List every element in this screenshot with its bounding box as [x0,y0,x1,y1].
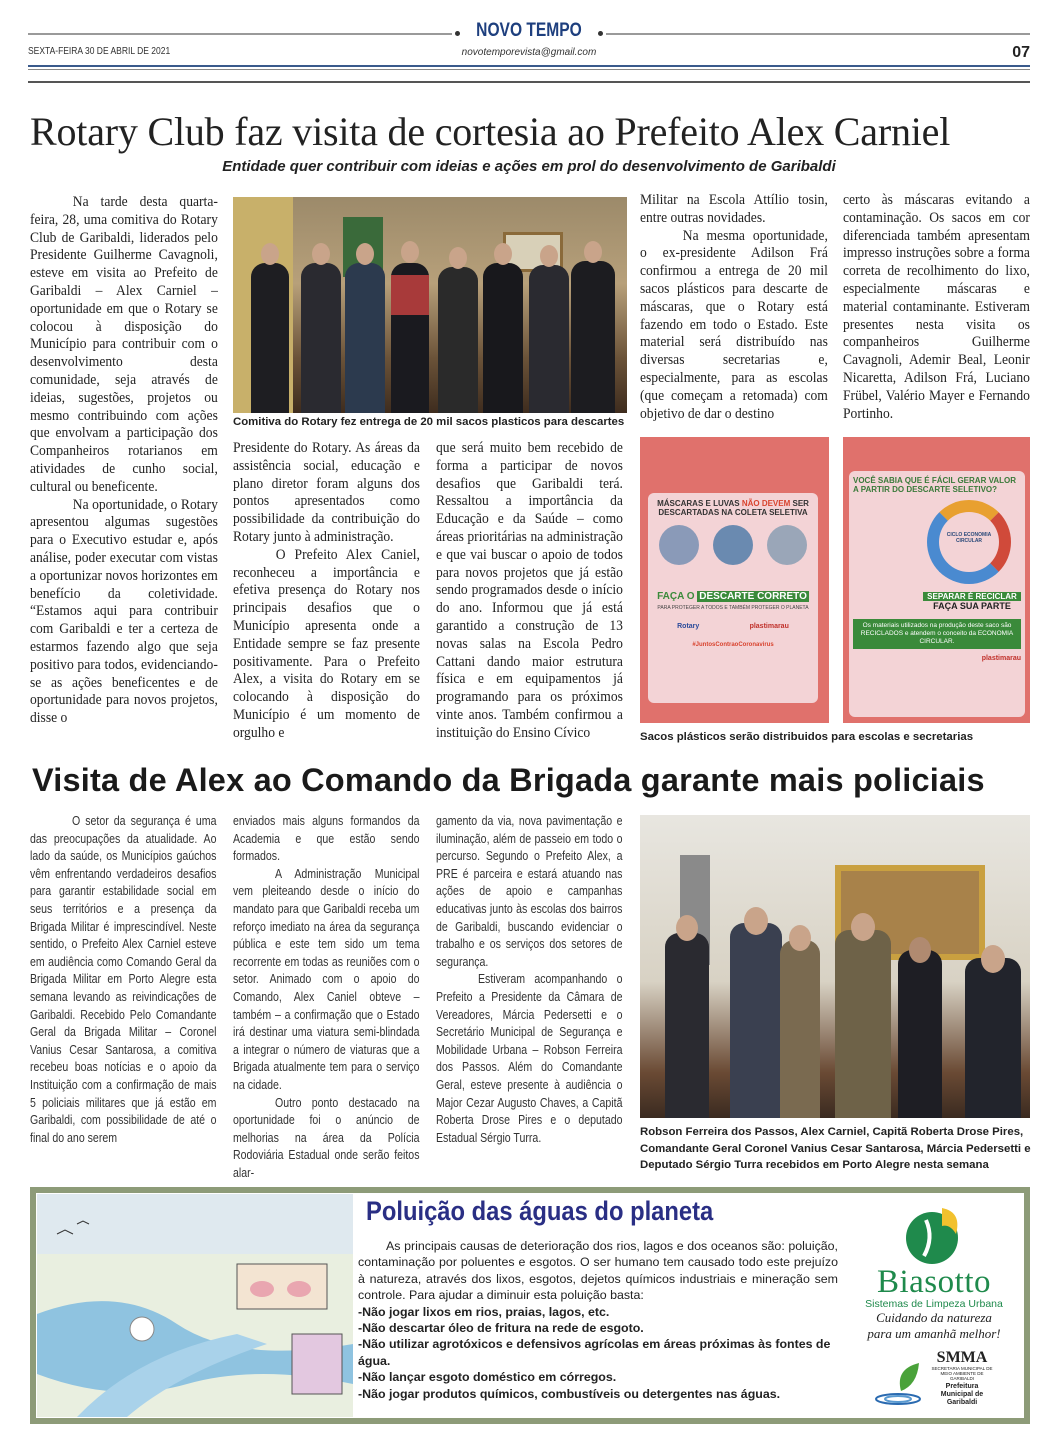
paragraph: O setor da segurança é uma das preocupações da atualidade. Ao lado da saúde, os Municípios gaúchos vêm enfrentando verdadeiros desafios para garantir estabilidade social em seus territórios e a presença da Brigada Militar é imprescindível. Neste sentido, o Prefeito Alex Carniel esteve em audiência como Comando Geral da Brigada Militar em Porto Alegre esta semana levando as reivindicações de Garibaldi. Recebido Pelo Comandante Geral da Brigada Militar – Coronel Vanius Cesar Santarosa, a comitiva recebeu boas notícias e o apoio da Instituição com a confirmação de mais 5 policiais militares que já estão em Garibaldi, com possibilidade de até o final do ano serem [30,814,217,1145]
plastimarau-logo: plastimarau [981,655,1021,662]
paragraph: que será muito bem recebido de forma a participar de novos desafios que Garibaldi terá. Ressaltou a importância da Educação e da Saúde – como áreas prioritárias na administração e que vai buscar o apoio de todos para novos projetos que já estão sendo programados desde o início do ano. Informou que já está garantido a construção de 13 novas salas na Escola Pedro Cattani dando maior estrutura física e em equipamentos já programando para os próximos vinte anos. Também confirmou a instituição do Ensino Cívico [436,440,623,741]
ad-tip: -Não utilizar agrotóxicos e defensivos agrícolas em áreas próximas às fontes de água. [358,1337,831,1368]
biasotto-name: Biasotto [876,1264,991,1300]
rotary-logo: Rotary [677,623,700,630]
head [401,241,419,263]
article2-column-1 [30,813,216,1147]
person [898,950,942,1118]
bag-heading-emphasis: NÃO DEVEM [741,499,791,508]
glove-icon [659,525,699,565]
circular-economy-diagram: CICLO ECONOMIA CIRCULAR [927,500,1011,584]
ad-tip: -Não descartar óleo de fritura na rede de esgoto. [358,1321,644,1336]
pollution-illustration [37,1194,353,1417]
person [345,263,385,413]
biasotto-slogan: Cuidando da natureza [876,1310,992,1325]
head [449,247,467,269]
bag-banner: Os materiais utilizados na produção deste saco são RECICLADOS e atendem o conceito da ECONOMIA CIRCULAR. [853,619,1021,649]
paragraph: Na mesma oportunidade, o ex-presidente Adilson Frá confirmou a entrega de 20 mil sacos plásticos para descarte de máscaras, que o Rotary está fazendo em todo o Estado. Este material será distribuído nas diversas secretarias e, especialmente, para as escolas (que começam a retomada) com objetivo de dar o destino [640,227,828,422]
person [301,263,341,413]
article1-title: Rotary Club faz visita de cortesia ao Prefeito Alex Carniel [30,109,951,154]
handwash-icon [767,525,807,565]
brigada-meeting-photo [640,815,1030,1118]
ad-tip: -Não jogar produtos químicos, combustíveis ou detergentes nas águas. [358,1386,781,1401]
trash-icon [713,525,753,565]
head [909,937,931,963]
bag-photo-recycling [843,437,1030,723]
article2-column-3 [436,813,622,1147]
paragraph: A Administração Municipal vem pleiteando desde o início do mandato para que Garibaldi receba um reforço imediato na área da segurança pública e este tem sido um tema recorrente em todas as reuniões com o setor. Animado com o apoio do Comando, Alex Caniel obteve – também – a confirmação que o Estado irá destinar uma viatura semi-blindada a integrar o número de viaturas que a Brigada atualmente tem para o serviço na cidade. [233,866,420,1092]
bags-photo-caption: Sacos plásticos serão distribuidos para escolas e secretarias [640,731,974,743]
masthead: NOVO TEMPO [476,20,582,41]
prefeitura-label: Prefeitura Municipal de Garibaldi [940,1383,984,1406]
bag-heading: MÁSCARAS E LUVAS [657,499,742,508]
bag-slogan: FAÇA SUA PARTE [933,601,1011,611]
bag-photo-masks [640,437,829,723]
paragraph: Outro ponto destacado na oportunidade foi o anúncio de melhorias na área da Polícia Rodoviária Estadual onde serão feitos alar- [233,1095,420,1180]
bag-action-emphasis: DESCARTE CORRETO [699,591,807,602]
bag-held [391,275,429,315]
bag-heading: SER DESCARTADAS NA COLETA SELETIVA [658,499,809,517]
head [540,245,558,267]
paragraph: O Prefeito Alex Caniel, reconheceu a importância e efetiva presença do Rotary nos principais desafios que o Município apresenta onde a Entidade sempre se faz presente positivamente. Para o Prefeito Alex, a visita do Rotary em se colocando à disposição do Município é um momento de orgulho e [233,546,420,741]
smma-subtitle: SECRETARIA MUNICIPAL DE MEIO AMBIENTE DE GARIBALDI [931,1366,993,1381]
article2-column-2 [233,813,419,1182]
person [965,958,1021,1118]
ad-tip: -Não jogar lixos em rios, praias, lagos, etc. [358,1304,610,1319]
header-rule [28,81,1030,83]
head [851,913,875,941]
person [665,933,709,1118]
head [744,907,768,935]
bag-hashtag: #JuntosContraoCoronavirus [692,642,774,648]
head [676,915,698,941]
person [251,263,289,413]
paragraph: certo às máscaras evitando a contaminação. Os sacos em cor diferenciada também apresentam impresso instruções sobre a forma correta de recolhimento do lixo, especialmente máscaras e material contaminante. Estiveram presentes nesta visita os companheiros Guilherme Cavagnoli, Ademir Beal, Leonir Nicaretta, Adilson Frá, Luciano Frübel, Valério Mayer e Fernando Portinho. [843,192,1030,422]
article1-column-5 [843,192,1030,423]
bag-action: FAÇA O [657,591,698,602]
paragraph: enviados mais alguns formandos da Academia e que estão sendo formados. [233,814,420,864]
person [529,265,569,413]
bag-label [648,493,818,703]
article2-photo-caption: Robson Ferreira dos Passos, Alex Carniel, Capitã Roberta Drose Pires, Comandante Geral Coronel Vanius Cesar Santarosa, Márcia Pedersetti e Deputado Sérgio Turra recebidos em Porto Alegre nesta semana [640,1126,1031,1171]
person [730,923,782,1118]
head [789,925,811,951]
contact-email: novotemporevista@gmail.com [461,47,597,58]
article1-subtitle: Entidade quer contribuir com ideias e ações em prol do desenvolvimento de Garibaldi [222,158,836,175]
header-dot [598,31,603,36]
paragraph: Militar na Escola Attílio tosin, entre outras novidades. [640,192,828,226]
issue-date: SEXTA-FEIRA 30 DE ABRIL DE 2021 [28,46,171,57]
head [494,243,512,265]
head [981,945,1005,973]
header-double-rule [28,69,1030,70]
plastimarau-logo: plastimarau [749,623,789,630]
person [438,267,478,413]
bag-icons [652,525,814,565]
leaf-water-icon [873,1361,923,1407]
smma-logo: SMMA [936,1349,988,1366]
article1-column-3 [436,440,623,743]
biasotto-tagline: Sistemas de Limpeza Urbana [865,1298,1003,1310]
article2-title: Visita de Alex ao Comando da Brigada garante mais policiais [32,762,985,798]
article1-photo-caption: Comitiva do Rotary fez entrega de 20 mil sacos plasticos para descartes [233,416,625,428]
paragraph: gamento da via, nova pavimentação e iluminação, além de passeio em todo o percurso. Segundo o Prefeito Alex, a PRE é parceira e estará atuando nas ações de apoio e campanhas educativas junto às escolas dos bairros de Garibaldi, buscando evidenciar o trabalho e os serviços dos setores de segurança. [436,814,623,969]
article1-column-2 [233,440,420,743]
person [483,263,523,413]
page-number: 07 [1012,44,1030,61]
ad-title: Poluição das águas do planeta [366,1196,714,1226]
person [835,930,891,1118]
head [356,243,374,265]
head [312,243,330,265]
head [584,241,602,263]
person [780,940,820,1118]
paragraph: Presidente do Rotary. As áreas da assistência social, educação e plano diretor foram alguns dos pontos apresentados como possibilidade da contribuição do Rotary junto à administração. [233,440,420,545]
ad-tip: -Não lançar esgoto doméstico em córregos. [358,1370,617,1385]
article1-column-1 [30,194,218,728]
bag-label [849,471,1025,717]
biasotto-slogan: para um amanhã melhor! [867,1326,1001,1341]
ad-intro: As principais causas de deterioração dos rios, lagos e dos oceanos são: poluição, contaminação por poluentes e esgotos. O ser humano tem causado todo este prejuízo à natureza, através dos lixos, esgotos, dejetos químicos industriais e mineração sem controle. Para ajudar a diminuir esta poluição basta: [358,1239,838,1303]
paragraph: Na oportunidade, o Rotary apresentou algumas sugestões para o Executivo estudar e, após análise, poder executar com vistas a oportunizar novos horizontes em benefício da coletividade. “Estamos aqui para contribuir com Garibaldi e ter a certeza de estarmos fazendo algo que seja positivo para todos, evidenciando-se as ações beneficentes e de oportunidade para novos projetos, disse o [30,496,218,727]
bag-tagline: PARA PROTEGER A TODOS E TAMBÉM PROTEGER O PLANETA [657,605,809,611]
paragraph: Na tarde desta quarta-feira, 28, uma comitiva do Rotary Club de Garibaldi, liderados pelo Presidente Guilherme Cavagnoli, esteve em visita ao Prefeito de Garibaldi – Alex Carniel – oportunidade em que o Rotary se colocou à disposição do Município para contribuir com o desenvolvimento desta comunidade, seja através de ideias, sugestões, projetos ou mesmo contribuindo com ações que envolvam a participação dos Companheiros rotarianos em atividades de cunho social, cultural ou beneficente. [30,194,218,495]
header-double-rule [28,65,1030,67]
ad-body [358,1238,838,1402]
bag-slogan: SEPARAR É RECICLAR [923,592,1021,601]
header-rule-right [606,33,1030,35]
biasotto-logo-icon [904,1204,964,1266]
article1-column-4 [640,192,828,423]
person [571,261,615,413]
head [261,243,279,265]
bag-heading: VOCÊ SABIA QUE É FÁCIL GERAR VALOR A PARTIR DO DESCARTE SELETIVO? [853,476,1016,494]
rotary-meeting-photo [233,197,627,413]
paragraph: Estiveram acompanhando o Prefeito a Presidente da Câmara de Vereadores, Márcia Pedersetti e o Secretário Municipal de Segurança e Mobilidade Urbana – Robson Ferreira dos Passos. Além do Comandante Geral, esteve presente à audiência o Major Cezar Augusto Chaves, a Capitã Roberta Drose Pires e o deputado Estadual Sérgio Turra. [436,972,623,1145]
biasotto-sponsor [845,1196,1023,1416]
